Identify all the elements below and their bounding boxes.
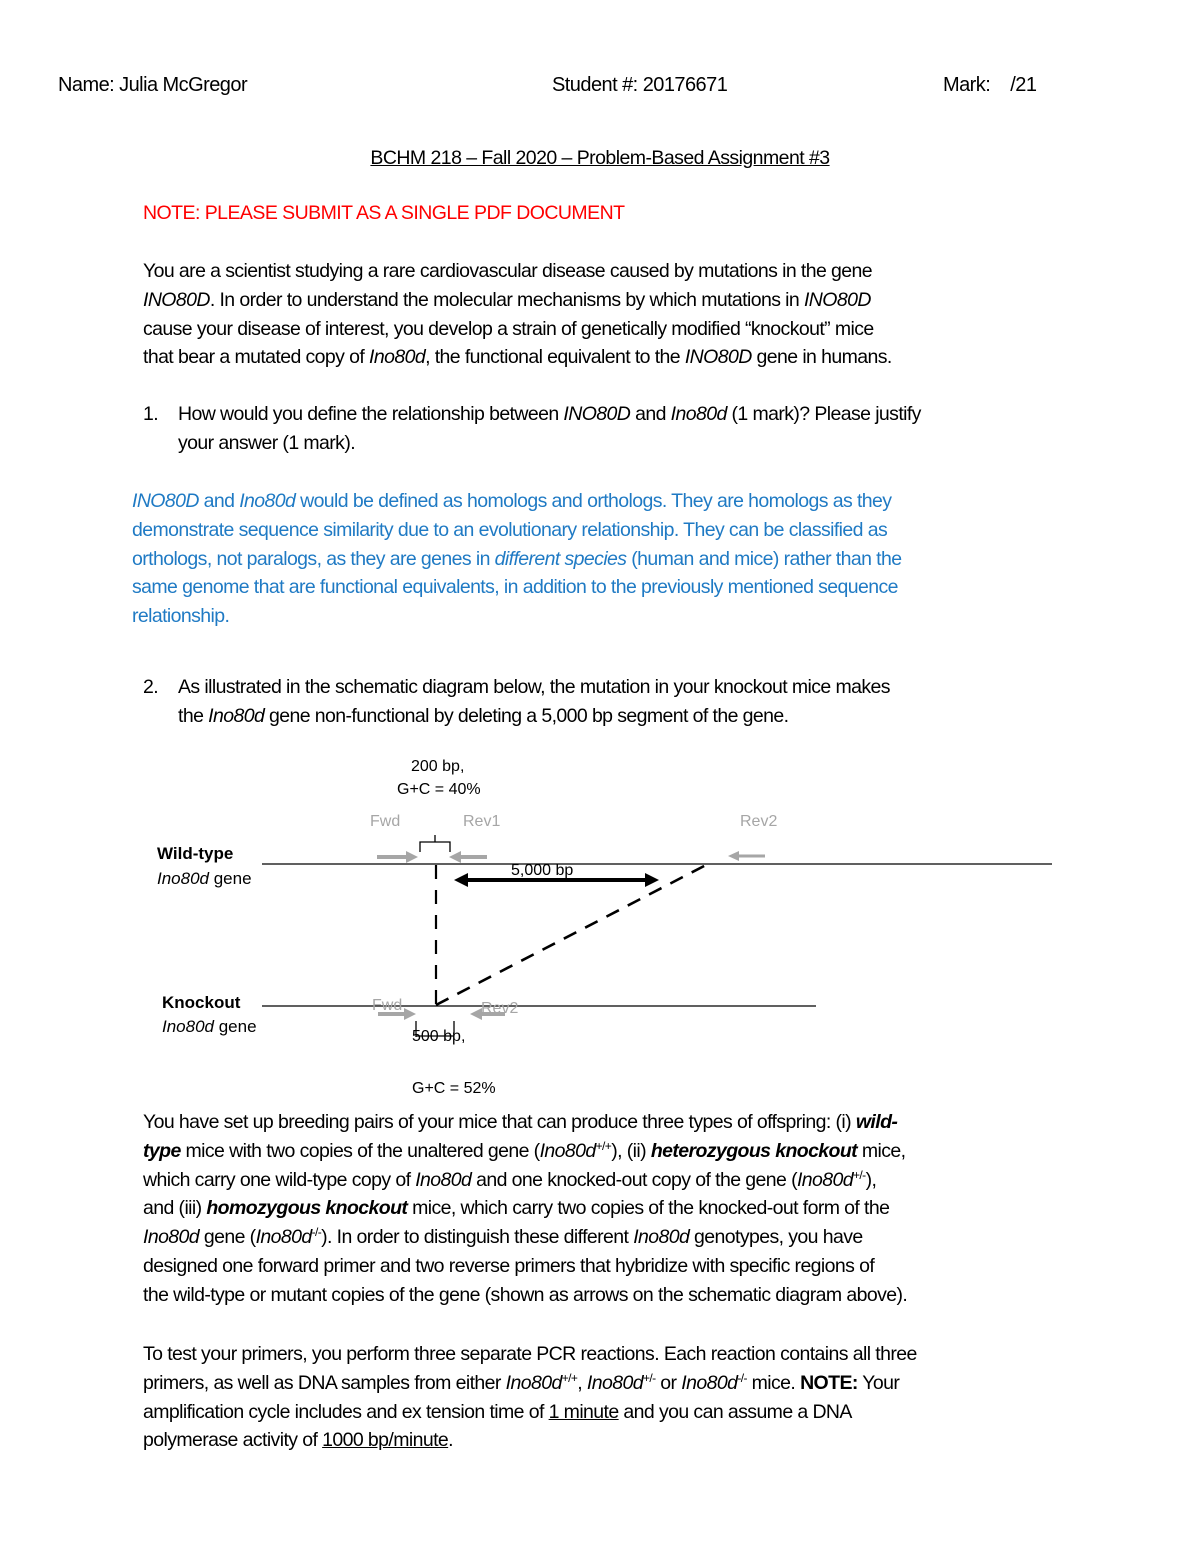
student-name: Name: Julia McGregor bbox=[58, 74, 248, 96]
wt-product-size: 200 bp, bbox=[411, 758, 465, 775]
question-1-number: 1. bbox=[143, 403, 159, 425]
wt-product-gc: G+C = 40% bbox=[397, 781, 481, 798]
wild-type-label: Wild-type bbox=[157, 844, 234, 863]
ko-rev2-label: Rev2 bbox=[481, 1000, 519, 1017]
knockout-gene-label: Ino80d gene bbox=[162, 1017, 257, 1036]
wt-fwd-primer-arrow-icon bbox=[377, 851, 418, 863]
question-2-number: 2. bbox=[143, 676, 159, 698]
wild-type-gene-label: Ino80d gene bbox=[157, 869, 252, 888]
wt-rev1-label: Rev1 bbox=[463, 813, 501, 830]
wt-rev2-primer-arrow-icon bbox=[728, 851, 765, 861]
page-title: BCHM 218 – Fall 2020 – Problem-Based Assignment #3 bbox=[370, 147, 830, 169]
student-number: Student #: 20176671 bbox=[552, 74, 728, 96]
deletion-diagonal-dashed-line bbox=[436, 865, 706, 1005]
wt-rev2-label: Rev2 bbox=[740, 813, 778, 830]
wt-rev1-primer-arrow-icon bbox=[449, 851, 487, 863]
ko-product-gc: G+C = 52% bbox=[412, 1080, 496, 1097]
product-bracket-icon bbox=[420, 835, 450, 852]
ko-product-size: 500 bp, bbox=[412, 1028, 466, 1045]
wt-fwd-label: Fwd bbox=[370, 813, 401, 830]
mark-field: Mark: /21 bbox=[943, 74, 1037, 96]
pcr-paragraph: To test your primers, you perform three separate PCR reactions. Each reaction contains all three primers, as well as DNA samples from either Ino80d+/+, Ino80d+/- or Ino80d-/- mice. NOTE: Your amplification cycle includes and ex tension time of 1 minute and you can assume a DNA polymerase activity of 1000 bp/minute. bbox=[143, 1343, 917, 1452]
answer-1: INO80D and Ino80d would be defined as homologs and orthologs. They are homologs as they demonstrate sequence similarity due to an evolutionary relationship. They can be classified as orthologs, not paralogs, as they are genes in different species (human and mice) rather than the same genome that are functional equivalents, in addition to the previously mentioned sequence relationship. bbox=[132, 490, 902, 628]
question-1: How would you define the relationship between INO80D and Ino80d (1 mark)? Please justify your answer (1 mark). bbox=[178, 403, 921, 454]
ko-fwd-label: Fwd bbox=[372, 997, 403, 1014]
submission-note: NOTE: PLEASE SUBMIT AS A SINGLE PDF DOCUMENT bbox=[143, 202, 625, 224]
question-2: As illustrated in the schematic diagram below, the mutation in your knockout mice makes the Ino80d gene non-functional by deleting a 5,000 bp segment of the gene. bbox=[178, 676, 890, 727]
deletion-size-label: 5,000 bp bbox=[511, 862, 574, 879]
knockout-label: Knockout bbox=[162, 993, 241, 1012]
breeding-paragraph: You have set up breeding pairs of your mice that can produce three types of offspring: (i) wild- type mice with two copies of the unaltered gene (Ino80d+/+), (ii) heterozygous knockout mice, which carry one wild-type copy of Ino80d and one knocked-out copy of the gene (Ino80d+/-), and (iii) homozygous knockout mice, which carry two copies of the knocked-out form of the Ino80d gene (Ino80d-/-). In order to distinguish these different Ino80d genotypes, you have designed one forward primer and two reverse primers that hybridize with specific regions of the wild-type or mutant copies of the gene (shown as arrows on the schematic diagram above). bbox=[143, 1111, 908, 1306]
intro-paragraph: You are a scientist studying a rare cardiovascular disease caused by mutations in the gene INO80D. In order to understand the molecular mechanisms by which mutations in INO80D cause your disease of interest, you develop a strain of genetically modified “knockout” mice that bear a mutated copy of Ino80d, the functional equivalent to the INO80D gene in humans. bbox=[143, 260, 892, 369]
